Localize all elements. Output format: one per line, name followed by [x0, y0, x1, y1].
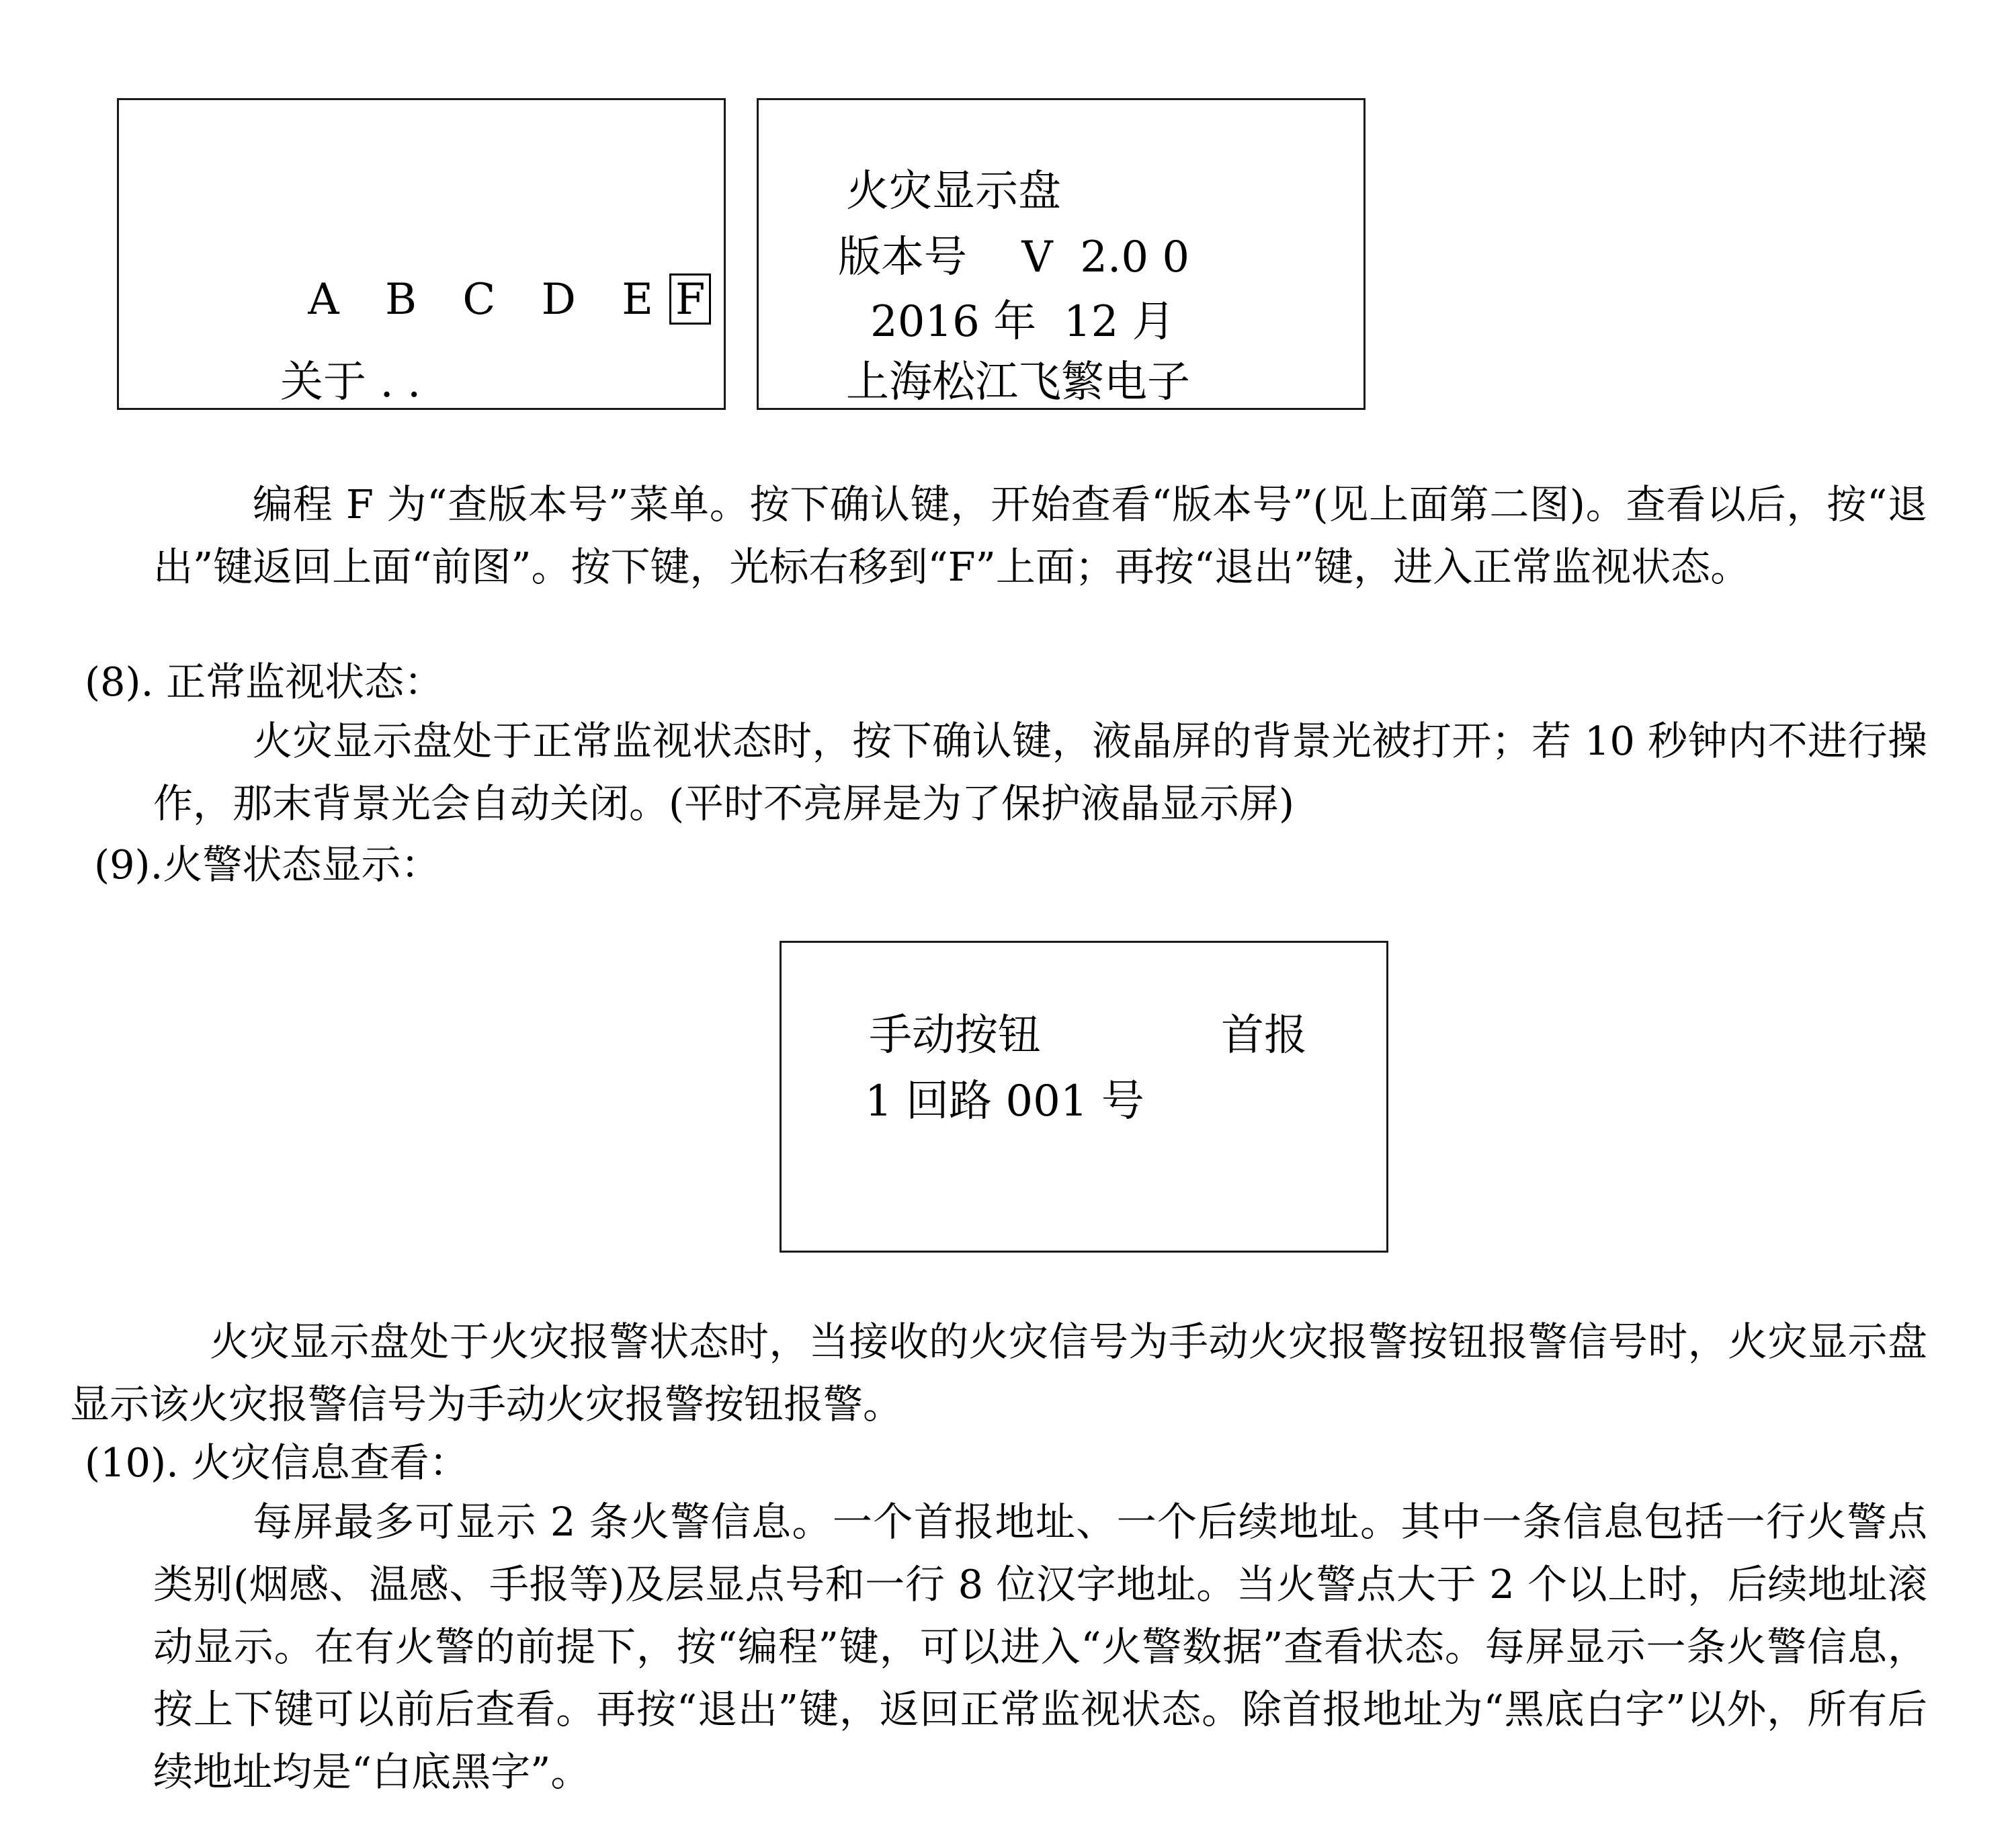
heading-normal-monitoring: (8). 正常监视状态：: [85, 659, 444, 705]
fire-loop-address: 1 回路 001 号: [865, 1077, 1144, 1126]
paragraph-fire-alarm-state: 火灾显示盘处于火灾报警状态时，当接收的火灾信号为手动火灾报警按钮报警信号时，火灾显示盘显示该火灾报警信号为手动火灾报警按钮报警。: [70, 1318, 1927, 1427]
menu-item-selected: F: [669, 274, 711, 325]
fire-device-type: 手动按钮: [869, 1011, 1041, 1060]
menu-caption: 关于 . .: [280, 358, 421, 407]
heading-fire-alarm-display: (9).火警状态显示：: [94, 841, 441, 888]
paragraph-version-menu: 编程 F 为“查版本号”菜单。按下确认键，开始查看“版本号”(见上面第二图)。查看以后，按“退出”键返回上面“前图”。按下键，光标右移到“F”上面；再按“退出”键，进入正常监视状态。: [153, 481, 1927, 590]
paragraph-fire-info-view: 每屏最多可显示 2 条火警信息。一个首报地址、一个后续地址。其中一条信息包括一行火警点类别(烟感、温感、手报等)及层显点号和一行 8 位汉字地址。当火警点大于 2 个以上时，后续地址滚动显示。在有火警的前提下，按“编程”键，可以进入“火警数据”查看状态。每屏显示一条火警信息，按上下键可以前后查看。再按“退出”键，返回正常监视状态。除首报地址为“黑底白字”以外，所有后续地址均是“白底黑字”。: [153, 1499, 1928, 1795]
version-company: 上海松江飞繁电子: [846, 358, 1190, 407]
heading-fire-info-view: (10). 火灾信息查看：: [85, 1439, 469, 1486]
lcd-menu-screen: [117, 98, 726, 410]
lcd-fire-alarm-screen: [780, 941, 1388, 1253]
lcd-version-screen: [757, 98, 1366, 410]
menu-items: A B C D E: [308, 275, 669, 325]
version-date: 2016 年 12 月: [870, 297, 1175, 347]
fire-first-alarm-badge: 首报: [1221, 1011, 1307, 1060]
menu-letters: [253, 230, 711, 368]
version-title: 火灾显示盘: [846, 167, 1061, 216]
paragraph-normal-monitoring: 火灾显示盘处于正常监视状态时，按下确认键，液晶屏的背景光被打开；若 10 秒钟内不进行操作，那末背景光会自动关闭。(平时不亮屏是为了保护液晶显示屏): [153, 718, 1927, 827]
version-number: 版本号 V 2.0 0: [838, 233, 1190, 282]
